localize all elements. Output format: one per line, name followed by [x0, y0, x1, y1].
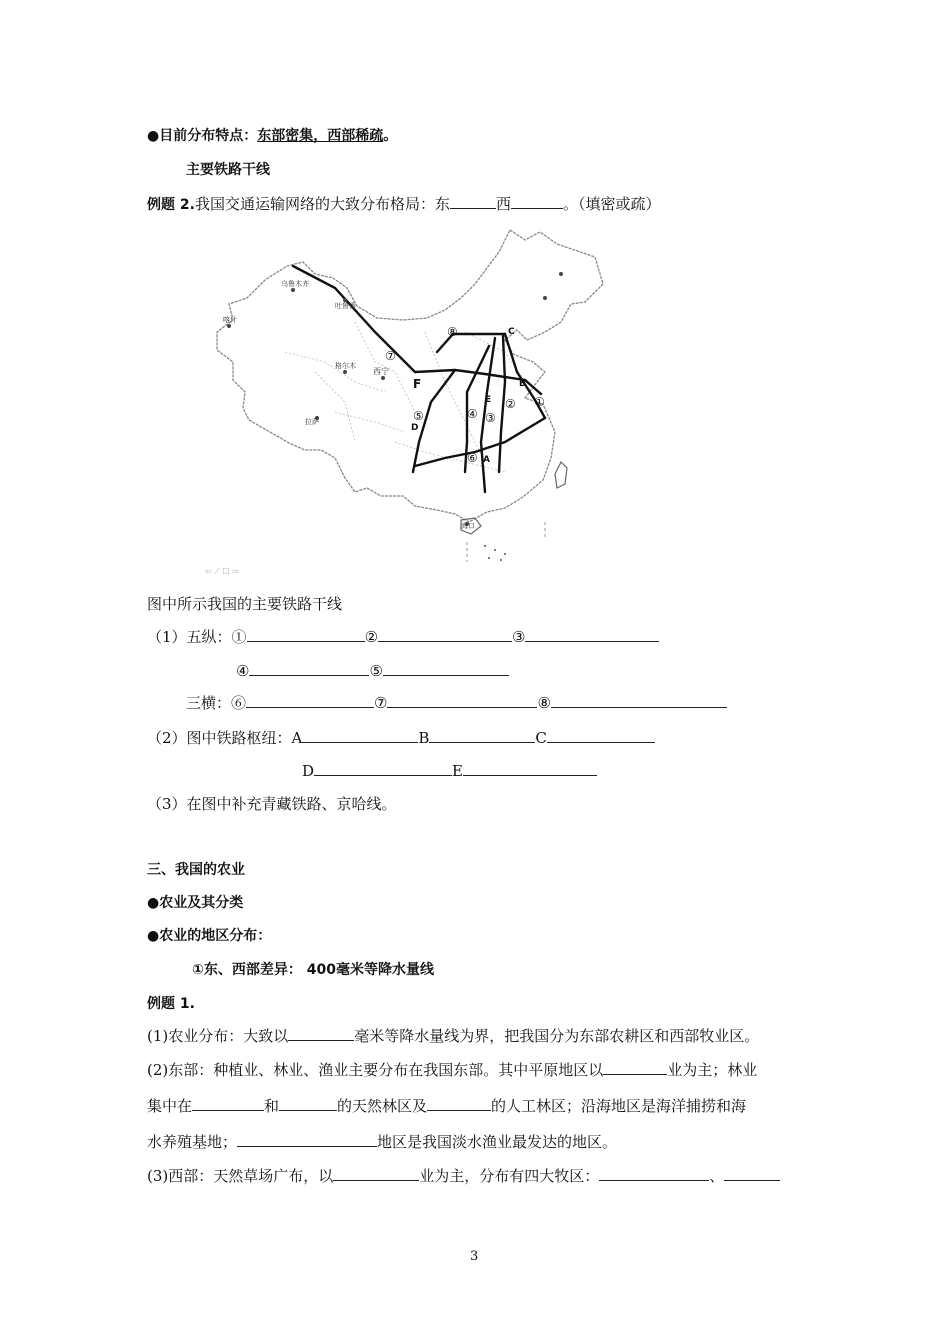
line-number: ⑦: [385, 349, 396, 363]
hub-label: A: [483, 455, 490, 465]
south-sea-islands: [484, 545, 506, 561]
blank-hub-b[interactable]: [429, 728, 535, 743]
example-2-hint: 。（填密或疏）: [562, 195, 661, 213]
blank-pasture-1[interactable]: [599, 1166, 709, 1181]
blank-plain-agri[interactable]: [603, 1060, 667, 1075]
p3-text-b: 和: [264, 1097, 280, 1115]
p3-text-c: 的天然林区及: [337, 1097, 428, 1115]
blank-line-5[interactable]: [383, 661, 509, 676]
city-label: 海口: [461, 522, 475, 530]
blank-forest-3[interactable]: [427, 1096, 491, 1111]
question-1-row2: [236, 661, 509, 681]
blank-rainfall[interactable]: [288, 1026, 354, 1041]
east-west-difference: ①东、西部差异： 400毫米等降水量线: [192, 962, 434, 978]
feature-label: 目前分布特点：: [159, 128, 258, 144]
question-2-row1: [147, 728, 655, 748]
blank-line-1[interactable]: [247, 627, 365, 642]
p5-text-a: (3)西部：天然草场广布，以: [147, 1167, 334, 1185]
blank-forest-1[interactable]: [192, 1096, 264, 1111]
example-2-label: 例题 2.: [147, 197, 195, 213]
example-2: [147, 194, 660, 215]
p5-text-c: 、: [709, 1167, 725, 1185]
blank-hub-a[interactable]: [302, 728, 418, 743]
blank-hub-c[interactable]: [547, 728, 655, 743]
line-number: ⑤: [413, 409, 424, 423]
p4-text-a: 水养殖基地；: [147, 1133, 238, 1151]
blank-line-2[interactable]: [378, 627, 512, 642]
blank-line-8[interactable]: [551, 693, 727, 708]
bullet: ●: [147, 128, 160, 144]
agriculture-distribution: ●农业的地区分布：: [147, 928, 272, 944]
section-3-title: 三、我国的农业: [147, 862, 245, 878]
blank-line-3[interactable]: [525, 627, 659, 642]
question-intro: 图中所示我国的主要铁路干线: [147, 595, 343, 613]
blank-line-6[interactable]: [246, 693, 374, 708]
city-label: 乌鲁木齐: [281, 280, 309, 288]
china-railway-map: [205, 222, 605, 582]
blank-west[interactable]: [511, 194, 563, 209]
blank-hub-e[interactable]: [463, 761, 597, 776]
city-label: 格尔木: [335, 362, 356, 370]
q1-prefix: （1）五纵：: [147, 628, 232, 646]
example-2-text-west: 西: [495, 195, 511, 213]
agriculture-classification: ●农业及其分类: [147, 895, 244, 911]
p3-text-d: 的人工林区；沿海地区是海洋捕捞和海: [491, 1097, 747, 1115]
line-number: ⑥: [467, 451, 478, 465]
hub-a: A: [291, 729, 303, 747]
hub-d: D: [302, 762, 315, 780]
blank-line-4[interactable]: [249, 661, 369, 676]
p4-text-b: 地区是我国淡水渔业最发达的地区。: [377, 1133, 618, 1151]
taiwan-island: [555, 462, 567, 488]
line-number: ②: [505, 397, 516, 411]
main-railway-heading: 主要铁路干线: [186, 162, 270, 178]
p2-text-b: 业为主；林业: [667, 1061, 758, 1079]
hub-label: B: [519, 379, 526, 389]
p5-text-b: 业为主，分布有四大牧区：: [419, 1167, 600, 1185]
city-label: 西宁: [373, 367, 389, 376]
hub-label: E: [485, 395, 492, 405]
line-number: ⑧: [447, 325, 458, 339]
page-number: 3: [470, 1249, 479, 1264]
circled-5: ⑤: [369, 662, 383, 680]
p3-text-a: 集中在: [147, 1097, 193, 1115]
blank-line-7[interactable]: [387, 693, 537, 708]
hub-b: B: [418, 729, 430, 747]
blank-west-agri[interactable]: [333, 1166, 419, 1181]
example-1-p1: [147, 1026, 759, 1046]
hub-label: F: [413, 377, 422, 391]
circled-4: ④: [236, 662, 250, 680]
q2-prefix: （2）图中铁路枢纽：: [147, 729, 292, 747]
circled-3: ③: [512, 628, 526, 646]
circled-2: ②: [364, 628, 379, 646]
blank-pasture-2[interactable]: [724, 1166, 780, 1181]
blank-forest-2[interactable]: [279, 1096, 337, 1111]
map-nav-icons: ⇦ ⟋ ☐ ⇨: [205, 567, 239, 576]
example-1-p4: [147, 1132, 617, 1152]
distribution-feature-line: [147, 126, 397, 146]
circled-7: ⑦: [374, 694, 388, 712]
circled-1: ①: [231, 628, 247, 646]
question-3: （3）在图中补充青藏铁路、京哈线。: [147, 795, 397, 813]
feature-answer: 东部密集，西部稀疏: [257, 128, 384, 144]
question-1-row3: [186, 693, 727, 713]
city-label: 吐鲁番: [335, 302, 356, 310]
example-1-label: 例题 1.: [147, 996, 195, 1012]
china-outline: [217, 230, 603, 522]
blank-fishery[interactable]: [237, 1132, 377, 1147]
hub-c: C: [535, 729, 547, 747]
blank-hub-d[interactable]: [314, 761, 452, 776]
question-2-row2: [302, 761, 597, 781]
line-number: ③: [485, 411, 496, 425]
line-number: ④: [467, 407, 478, 421]
p1-text-a: (1)农业分布：大致以: [147, 1027, 289, 1045]
example-2-text: 我国交通运输网络的大致分布格局：东: [194, 195, 450, 213]
hub-label: D: [411, 423, 419, 433]
example-1-p2: [147, 1060, 757, 1080]
p1-text-b: 毫米等降水量线为界，把我国分为东部农耕区和西部牧业区。: [354, 1027, 760, 1045]
q1b-prefix: 三横：: [186, 694, 232, 712]
line-number: ①: [534, 395, 545, 409]
circled-8: ⑧: [537, 694, 551, 712]
blank-east[interactable]: [450, 194, 496, 209]
question-1-row1: [147, 627, 659, 647]
circled-6: ⑥: [231, 694, 247, 712]
hub-label: C: [508, 327, 515, 337]
punct: 。: [383, 128, 398, 144]
p2-text-a: (2)东部：种植业、林业、渔业主要分布在我国东部。其中平原地区以: [147, 1061, 604, 1079]
example-1-p3: [147, 1096, 746, 1116]
hub-e: E: [452, 762, 463, 780]
example-1-p5: [147, 1166, 780, 1186]
rail-longhai: [415, 370, 525, 380]
city-label: 喀什: [223, 316, 237, 324]
city-label: 拉萨: [305, 418, 319, 426]
